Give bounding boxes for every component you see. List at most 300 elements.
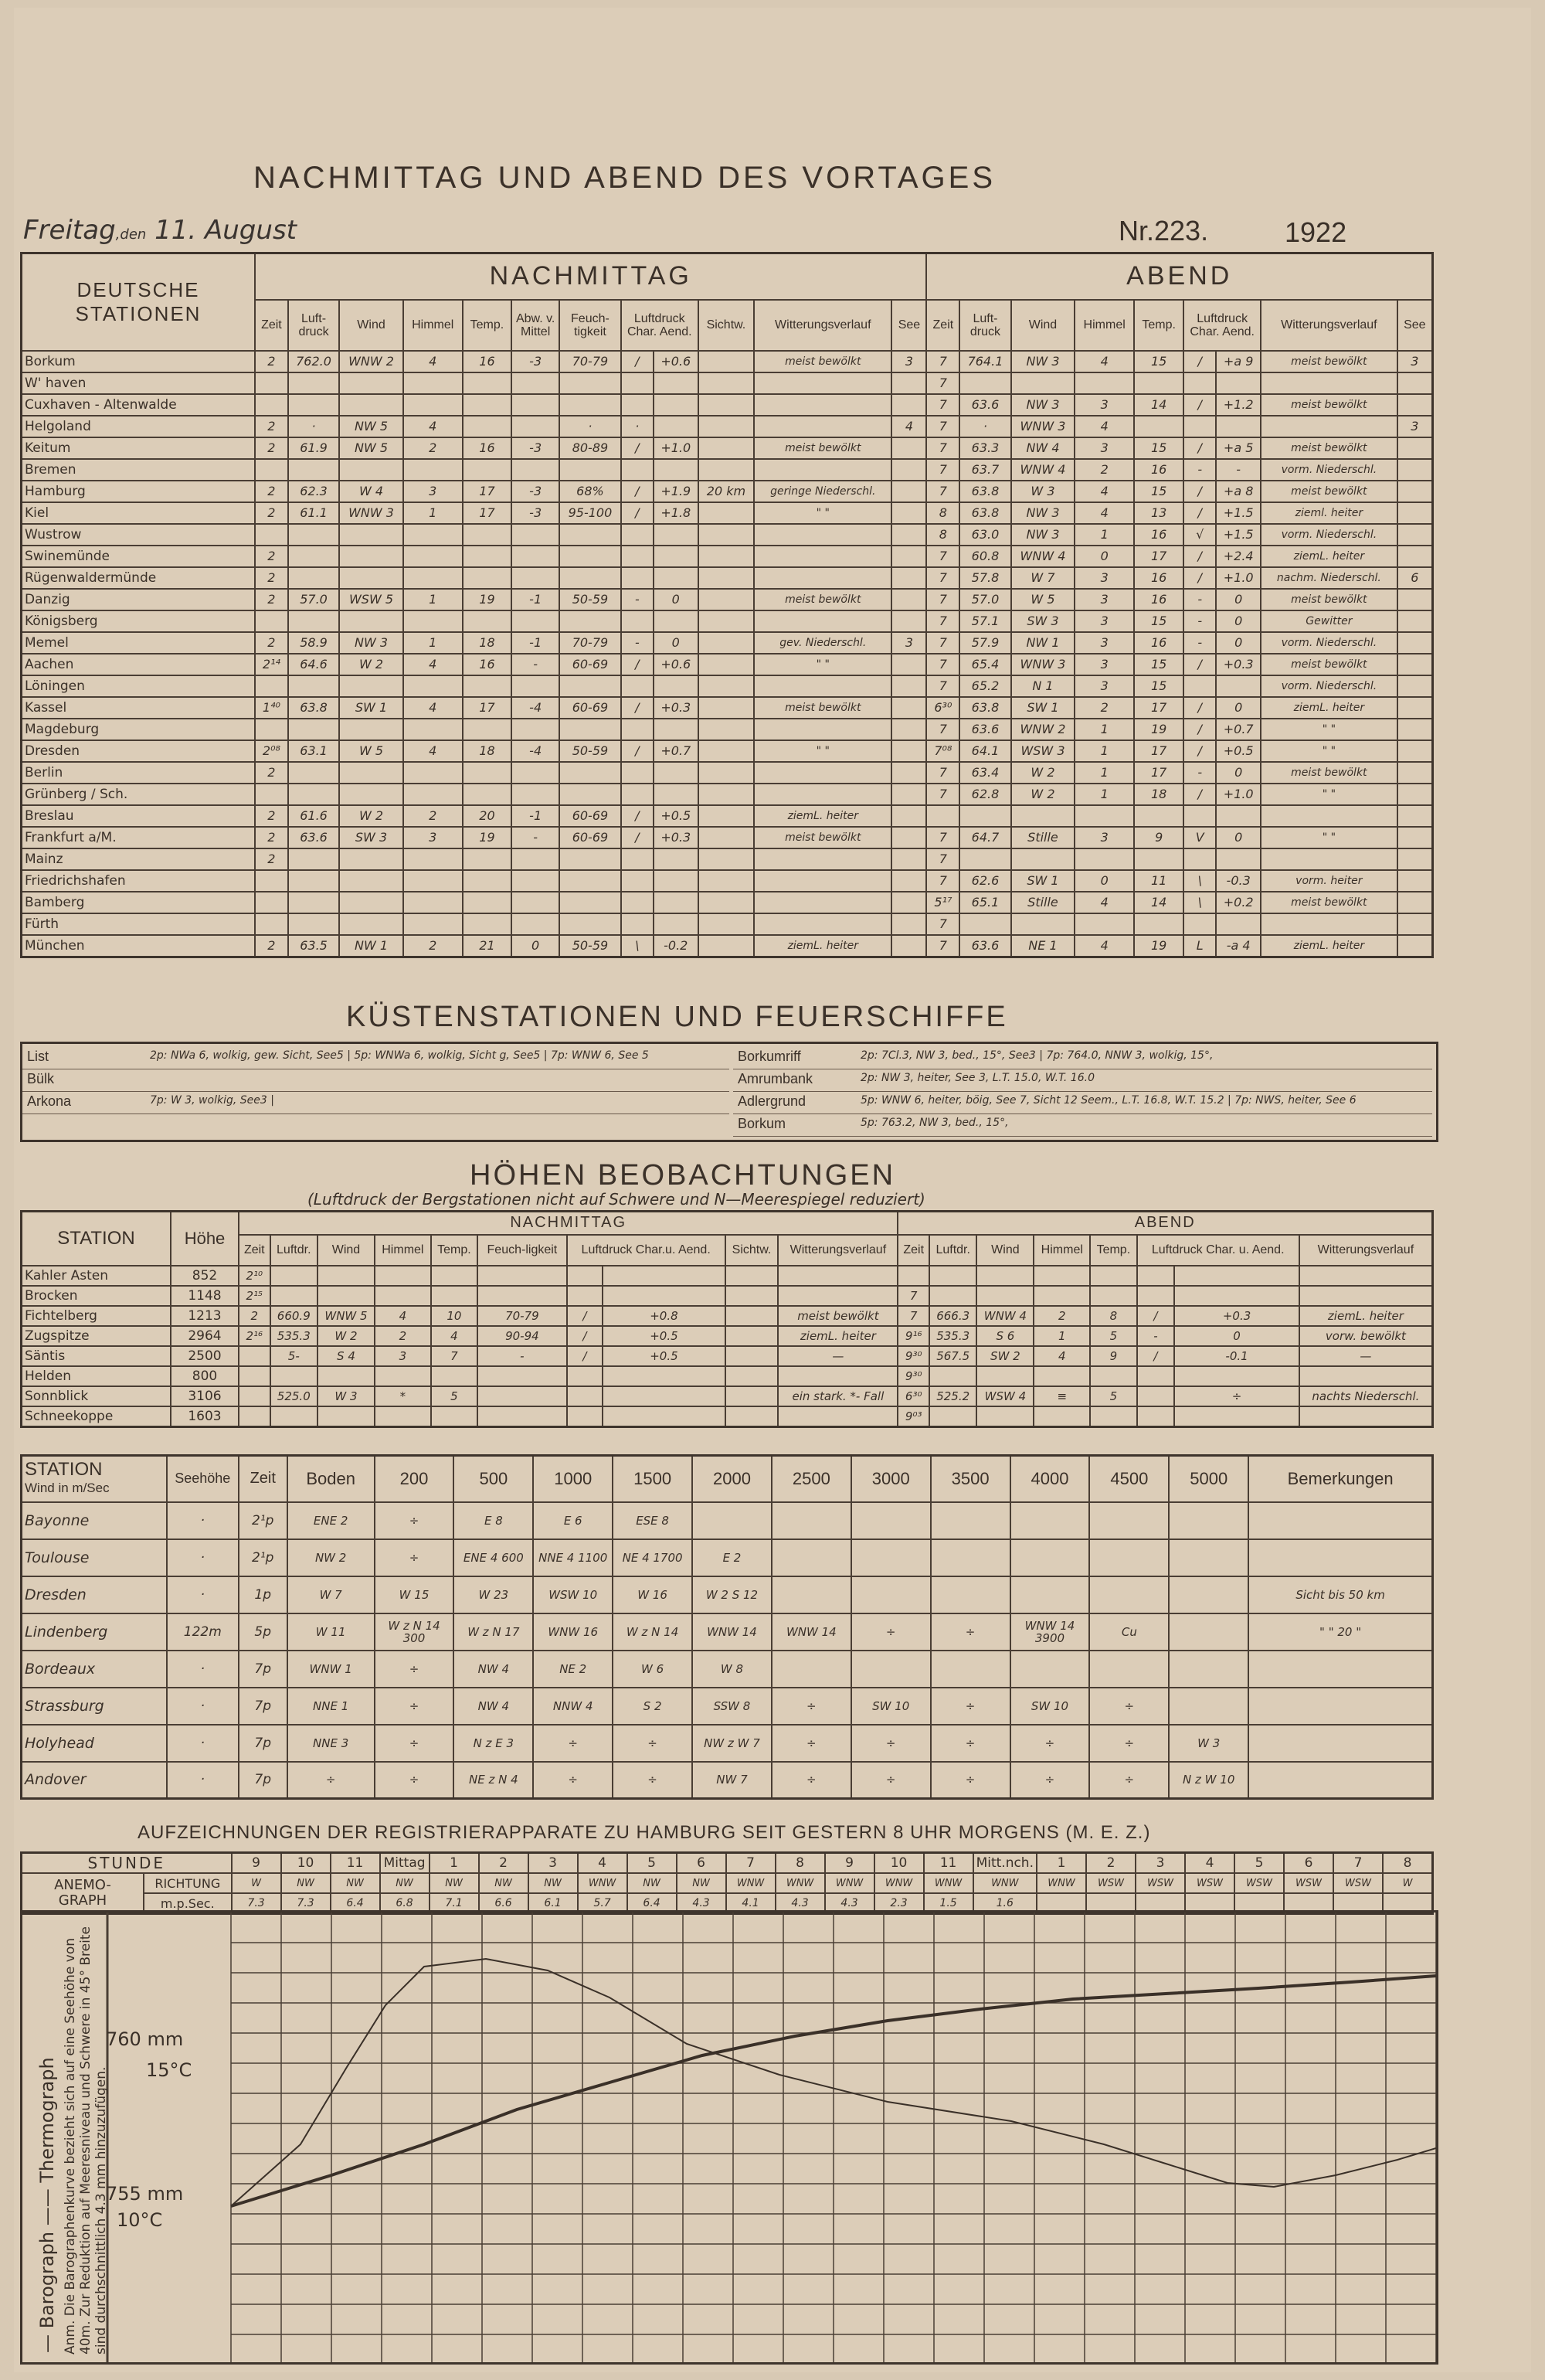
afternoon-value: 62.3 <box>288 481 339 502</box>
station-name: Königsberg <box>22 610 256 632</box>
speed-14: 1.5 <box>924 1893 973 1914</box>
evening-value <box>959 805 1010 827</box>
afternoon-value <box>891 502 926 524</box>
evening-value: / <box>1183 502 1216 524</box>
evening-value: 14 <box>1134 892 1183 913</box>
wind-value: ÷ <box>375 1725 454 1762</box>
afternoon-value <box>288 762 339 784</box>
altitude-evening-value: 9³⁰ <box>898 1366 929 1386</box>
afternoon-value <box>891 719 926 740</box>
hour-16: 1 <box>1037 1853 1086 1874</box>
direction-12: WNW <box>825 1873 874 1893</box>
direction-8: NW <box>627 1873 677 1893</box>
altitude-evening-value <box>976 1406 1034 1427</box>
date-line: Freitag,den 11. August <box>23 215 297 246</box>
altitude-evening-value: 4 <box>1034 1346 1090 1366</box>
afternoon-value <box>559 459 621 481</box>
evening-value: +0.3 <box>1216 654 1261 675</box>
afternoon-value: 60-69 <box>559 805 621 827</box>
afternoon-value <box>339 546 403 567</box>
altitude-afternoon-value <box>567 1386 603 1406</box>
coastal-station: Arkona <box>27 1093 72 1109</box>
evening-value: 2 <box>1075 697 1134 719</box>
evening-value: 63.6 <box>959 935 1010 957</box>
evening-value: 64.1 <box>959 740 1010 762</box>
wind-value: ENE 4 600 <box>453 1539 533 1576</box>
wind-time: 2¹p <box>239 1539 287 1576</box>
y-label-760: 760 mm <box>106 2028 184 2050</box>
altitude-afternoon-col-0: Zeit <box>239 1235 270 1266</box>
afternoon-value <box>654 892 698 913</box>
altitude-afternoon-value <box>317 1266 375 1286</box>
altitude-height-header: Höhe <box>171 1212 239 1266</box>
afternoon-value: 58.9 <box>288 632 339 654</box>
altitude-afternoon-value <box>431 1366 477 1386</box>
station-name: München <box>22 935 256 957</box>
direction-7: WNW <box>578 1873 627 1893</box>
afternoon-value: 2 <box>255 935 288 957</box>
afternoon-value <box>288 675 339 697</box>
evening-value: 13 <box>1134 502 1183 524</box>
altitude-evening-col-5: Luftdruck Char. u. Aend. <box>1137 1235 1299 1266</box>
afternoon-value <box>403 913 463 935</box>
afternoon-value <box>754 459 891 481</box>
afternoon-value <box>654 459 698 481</box>
afternoon-value <box>339 567 403 589</box>
afternoon-value <box>339 459 403 481</box>
wind-value <box>1169 1502 1248 1539</box>
evening-value <box>1397 675 1433 697</box>
direction-22: WSW <box>1333 1873 1383 1893</box>
afternoon-value <box>698 827 754 848</box>
afternoon-value: / <box>621 351 654 372</box>
altitude-afternoon-value: +0.5 <box>603 1326 725 1346</box>
afternoon-value <box>511 524 559 546</box>
afternoon-value <box>891 567 926 589</box>
altitude-afternoon-col-5: Feuch-ligkeit <box>477 1235 567 1266</box>
afternoon-value <box>698 459 754 481</box>
altitude-evening-value: ≡ <box>1034 1386 1090 1406</box>
wind-value: ÷ <box>1010 1725 1090 1762</box>
anemograph-line-1: ANEMO- <box>54 1877 111 1893</box>
station-name: Hamburg <box>22 481 256 502</box>
altitude-evening-value: WSW 4 <box>976 1386 1034 1406</box>
altitude-afternoon-value <box>375 1286 431 1306</box>
wind-value: SSW 8 <box>692 1688 772 1725</box>
wind-value: SW 10 <box>851 1688 931 1725</box>
station-row-19 <box>22 762 1433 784</box>
direction-4: NW <box>430 1873 479 1893</box>
afternoon-value <box>621 848 654 870</box>
wind-value: NNE 1 <box>287 1688 375 1725</box>
afternoon-value: 2 <box>255 567 288 589</box>
evening-value: Stille <box>1011 827 1075 848</box>
anemograph-label <box>22 1873 144 1914</box>
hour-14: 11 <box>924 1853 973 1874</box>
afternoon-value: 2 <box>255 805 288 827</box>
afternoon-value: 2 <box>255 502 288 524</box>
altitude-evening-col-1: Luftdr. <box>929 1235 976 1266</box>
altitude-afternoon-value: 2 <box>239 1306 270 1326</box>
direction-16: WNW <box>1037 1873 1086 1893</box>
speed-13: 2.3 <box>874 1893 924 1914</box>
afternoon-value <box>621 372 654 394</box>
evening-value <box>1397 372 1433 394</box>
evening-value: 3 <box>1075 589 1134 610</box>
wind-value: ÷ <box>931 1762 1010 1799</box>
altitude-evening-value <box>1299 1406 1433 1427</box>
wind-value: WNW 14 <box>772 1613 851 1651</box>
afternoon-value: +1.9 <box>654 481 698 502</box>
evening-value <box>1216 848 1261 870</box>
afternoon-value: meist bewölkt <box>754 827 891 848</box>
station-row-2 <box>22 394 1433 416</box>
station-name: Kiel <box>22 502 256 524</box>
evening-value <box>1183 372 1216 394</box>
afternoon-value <box>654 675 698 697</box>
afternoon-value: 2¹⁴ <box>255 654 288 675</box>
altitude-afternoon-value <box>567 1286 603 1306</box>
afternoon-value: 20 <box>463 805 512 827</box>
wind-col-3: 1000 <box>533 1456 613 1502</box>
evening-value <box>1397 524 1433 546</box>
wind-value: E 6 <box>533 1502 613 1539</box>
afternoon-value: 4 <box>403 740 463 762</box>
evening-value: NW 3 <box>1011 524 1075 546</box>
altitude-afternoon-header: NACHMITTAG <box>239 1212 898 1235</box>
altitude-evening-value <box>1299 1366 1433 1386</box>
wind-row-1 <box>22 1539 1433 1576</box>
afternoon-value: 1⁴⁰ <box>255 697 288 719</box>
station-name: Dresden <box>22 740 256 762</box>
afternoon-value <box>891 740 926 762</box>
afternoon-value: 60-69 <box>559 654 621 675</box>
altitude-afternoon-value: 525.0 <box>270 1386 317 1406</box>
evening-value: W 5 <box>1011 589 1075 610</box>
afternoon-value: - <box>621 632 654 654</box>
afternoon-value <box>255 394 288 416</box>
evening-value <box>959 848 1010 870</box>
altitude-afternoon-value: 2¹⁵ <box>239 1286 270 1306</box>
altitude-afternoon-value <box>239 1366 270 1386</box>
evening-value: " " <box>1261 827 1397 848</box>
evening-value: 19 <box>1134 719 1183 740</box>
evening-value: " " <box>1261 719 1397 740</box>
altitude-afternoon-value: ziemL. heiter <box>778 1326 898 1346</box>
altitude-afternoon-value <box>317 1366 375 1386</box>
evening-value <box>1397 762 1433 784</box>
altitude-height: 3106 <box>171 1386 239 1406</box>
afternoon-value <box>621 610 654 632</box>
evening-value: +a 9 <box>1216 351 1261 372</box>
evening-value <box>1075 805 1134 827</box>
altitude-evening-value <box>1137 1406 1175 1427</box>
wind-value: NW 4 <box>453 1651 533 1688</box>
afternoon-value <box>698 394 754 416</box>
wind-row-0 <box>22 1502 1433 1539</box>
wind-value: WNW 1 <box>287 1651 375 1688</box>
evening-value: +1.5 <box>1216 502 1261 524</box>
afternoon-value: 2 <box>403 935 463 957</box>
evening-value: 1 <box>1075 784 1134 805</box>
afternoon-value: 4 <box>403 697 463 719</box>
station-name: Swinemünde <box>22 546 256 567</box>
afternoon-value <box>621 524 654 546</box>
coastal-left-row <box>22 1047 729 1069</box>
afternoon-value <box>288 784 339 805</box>
afternoon-value <box>754 784 891 805</box>
hour-19: 4 <box>1185 1853 1234 1874</box>
altitude-row-5 <box>22 1366 1433 1386</box>
station-row-9 <box>22 546 1433 567</box>
direction-11: WNW <box>776 1873 825 1893</box>
afternoon-value: 18 <box>463 740 512 762</box>
afternoon-value: W 4 <box>339 481 403 502</box>
altitude-afternoon-value <box>725 1286 779 1306</box>
evening-value: zieml. heiter <box>1261 502 1397 524</box>
altitude-evening-value: ziemL. heiter <box>1299 1306 1433 1326</box>
altitude-afternoon-col-6: Luftdruck Char.u. Aend. <box>567 1235 725 1266</box>
evening-value <box>1216 416 1261 437</box>
evening-value: 7 <box>926 567 959 589</box>
afternoon-value <box>403 848 463 870</box>
evening-value: / <box>1183 740 1216 762</box>
afternoon-value: 63.1 <box>288 740 339 762</box>
afternoon-value <box>288 372 339 394</box>
evening-value: +0.7 <box>1216 719 1261 740</box>
wind-elevation: 122m <box>167 1613 239 1651</box>
afternoon-value: 2 <box>255 416 288 437</box>
hour-22: 7 <box>1333 1853 1383 1874</box>
evening-value: 57.8 <box>959 567 1010 589</box>
station-name: Helgoland <box>22 416 256 437</box>
wind-value: ÷ <box>931 1688 1010 1725</box>
station-row-16 <box>22 697 1433 719</box>
afternoon-value <box>559 913 621 935</box>
altitude-afternoon-value <box>603 1386 725 1406</box>
wind-time: 7p <box>239 1688 287 1725</box>
evening-value: 60.8 <box>959 546 1010 567</box>
evening-value: 63.8 <box>959 481 1010 502</box>
evening-value: 17 <box>1134 546 1183 567</box>
afternoon-value <box>891 784 926 805</box>
german-stations-table <box>20 252 1434 958</box>
afternoon-value: 0 <box>511 935 559 957</box>
speed-15: 1.6 <box>973 1893 1037 1914</box>
afternoon-value <box>654 524 698 546</box>
afternoon-value <box>288 567 339 589</box>
altitude-afternoon-value: 4 <box>431 1326 477 1346</box>
altitude-evening-value: 7 <box>898 1286 929 1306</box>
afternoon-value: 63.5 <box>288 935 339 957</box>
evening-value: ziemL. heiter <box>1261 935 1397 957</box>
coastal-left-row <box>22 1069 729 1092</box>
evening-value: W 2 <box>1011 762 1075 784</box>
evening-col-2: Wind <box>1011 300 1075 351</box>
altitude-evening-value <box>1137 1366 1175 1386</box>
wind-value: ÷ <box>1089 1762 1169 1799</box>
afternoon-value: / <box>621 827 654 848</box>
afternoon-value: NW 1 <box>339 935 403 957</box>
direction-0: W <box>232 1873 281 1893</box>
altitude-evening-value <box>976 1266 1034 1286</box>
evening-value: +1.5 <box>1216 524 1261 546</box>
altitude-evening-value: S 6 <box>976 1326 1034 1346</box>
evening-value: 7 <box>926 848 959 870</box>
evening-value: vorm. Niederschl. <box>1261 675 1397 697</box>
afternoon-value <box>891 935 926 957</box>
afternoon-value: 17 <box>463 481 512 502</box>
coastal-report: 5p: WNW 6, heiter, böig, See 7, Sicht 12 Seem., L.T. 16.8, W.T. 15.2 | 7p: NWS, heiter, See 6 <box>861 1094 1357 1107</box>
evening-value <box>1397 394 1433 416</box>
afternoon-value: +1.8 <box>654 502 698 524</box>
altitude-evening-value <box>929 1266 976 1286</box>
evening-value: 7 <box>926 416 959 437</box>
evening-value: meist bewölkt <box>1261 394 1397 416</box>
afternoon-value <box>403 459 463 481</box>
evening-value <box>1075 848 1134 870</box>
afternoon-value: SW 3 <box>339 827 403 848</box>
afternoon-value <box>754 567 891 589</box>
altitude-afternoon-value <box>725 1366 779 1386</box>
afternoon-value <box>654 394 698 416</box>
wind-col-11: 5000 <box>1169 1456 1248 1502</box>
wind-value: W 7 <box>287 1576 375 1613</box>
altitude-afternoon-value <box>270 1406 317 1427</box>
date-value: 11. August <box>154 215 297 246</box>
wind-elevation: · <box>167 1576 239 1613</box>
altitude-evening-value: 1 <box>1034 1326 1090 1346</box>
station-row-11 <box>22 589 1433 610</box>
evening-value: +2.4 <box>1216 546 1261 567</box>
evening-value: / <box>1183 351 1216 372</box>
afternoon-header: NACHMITTAG <box>255 253 926 300</box>
afternoon-value <box>754 892 891 913</box>
altitude-evening-header: ABEND <box>898 1212 1432 1235</box>
evening-value <box>1397 610 1433 632</box>
altitude-station: Brocken <box>22 1286 171 1306</box>
afternoon-value: 2⁰⁸ <box>255 740 288 762</box>
afternoon-value <box>511 762 559 784</box>
wind-col-0: Boden <box>287 1456 375 1502</box>
wind-elevation: · <box>167 1688 239 1725</box>
evening-value: 7 <box>926 719 959 740</box>
afternoon-value <box>698 524 754 546</box>
altitude-evening-value <box>898 1266 929 1286</box>
evening-value: 3 <box>1075 437 1134 459</box>
evening-value: 16 <box>1134 589 1183 610</box>
wind-value: ÷ <box>1089 1688 1169 1725</box>
altitude-afternoon-value <box>477 1366 567 1386</box>
afternoon-value: / <box>621 654 654 675</box>
hour-15: Mitt.nch. <box>973 1853 1037 1874</box>
evening-value <box>1134 913 1183 935</box>
station-name: Danzig <box>22 589 256 610</box>
afternoon-value <box>891 589 926 610</box>
altitude-evening-value <box>1174 1366 1299 1386</box>
afternoon-value: -3 <box>511 502 559 524</box>
hour-2: 11 <box>331 1853 380 1874</box>
altitude-afternoon-value <box>603 1406 725 1427</box>
wind-value: W 16 <box>613 1576 692 1613</box>
altitude-afternoon-value: W 3 <box>317 1386 375 1406</box>
evening-value: vorm. Niederschl. <box>1261 632 1397 654</box>
station-row-26 <box>22 913 1433 935</box>
altitude-afternoon-value <box>567 1266 603 1286</box>
evening-value: \ <box>1183 870 1216 892</box>
evening-value: 8 <box>926 524 959 546</box>
evening-value <box>1397 697 1433 719</box>
wind-unit-label: Wind in m/Sec <box>25 1480 110 1495</box>
evening-value: +a 5 <box>1216 437 1261 459</box>
afternoon-value <box>463 913 512 935</box>
wind-value: ESE 8 <box>613 1502 692 1539</box>
afternoon-col-10: See <box>891 300 926 351</box>
afternoon-value <box>698 632 754 654</box>
evening-value: 5¹⁷ <box>926 892 959 913</box>
evening-value: 3 <box>1075 827 1134 848</box>
evening-value: 62.8 <box>959 784 1010 805</box>
altitude-afternoon-value <box>603 1366 725 1386</box>
coastal-report: 5p: 763.2, NW 3, bed., 15°, <box>861 1117 1009 1129</box>
thermo-barograph-chart <box>22 1912 1436 2362</box>
afternoon-value <box>403 394 463 416</box>
afternoon-value: +0.3 <box>654 827 698 848</box>
direction-10: WNW <box>726 1873 776 1893</box>
wind-value <box>1089 1539 1169 1576</box>
afternoon-value <box>511 567 559 589</box>
evening-value: 63.8 <box>959 697 1010 719</box>
wind-value <box>931 1502 1010 1539</box>
altitude-station: Zugspitze <box>22 1326 171 1346</box>
evening-value <box>1134 848 1183 870</box>
wind-value: ÷ <box>931 1725 1010 1762</box>
hour-20: 5 <box>1234 1853 1284 1874</box>
coastal-station: Borkum <box>738 1116 786 1131</box>
afternoon-value: 16 <box>463 654 512 675</box>
evening-value: V <box>1183 827 1216 848</box>
evening-value: W 7 <box>1011 567 1075 589</box>
altitude-evening-value <box>1034 1286 1090 1306</box>
evening-value: 17 <box>1134 697 1183 719</box>
speed-label: m.p.Sec. <box>144 1893 232 1914</box>
afternoon-value: 61.6 <box>288 805 339 827</box>
afternoon-value <box>621 567 654 589</box>
evening-value: L <box>1183 935 1216 957</box>
evening-value: 7 <box>926 762 959 784</box>
anemograph-line-2: GRAPH <box>58 1892 107 1909</box>
direction-18: WSW <box>1136 1873 1185 1893</box>
station-name: Memel <box>22 632 256 654</box>
afternoon-value <box>891 827 926 848</box>
wind-value <box>1169 1651 1248 1688</box>
altitude-afternoon-value <box>477 1286 567 1306</box>
altitude-subtitle: (Luftdruck der Bergstationen nicht auf Schwere und N—Meerespiegel reduziert) <box>307 1190 925 1209</box>
wind-value: N z W 10 <box>1169 1762 1248 1799</box>
direction-15: WNW <box>973 1873 1037 1893</box>
afternoon-value <box>754 719 891 740</box>
evening-value: · <box>959 416 1010 437</box>
wind-station: Lindenberg <box>22 1613 167 1651</box>
evening-value: 0 <box>1216 589 1261 610</box>
afternoon-value <box>403 784 463 805</box>
evening-value: - <box>1183 610 1216 632</box>
afternoon-value <box>698 351 754 372</box>
evening-value: - <box>1183 762 1216 784</box>
wind-value <box>772 1539 851 1576</box>
afternoon-value <box>255 610 288 632</box>
afternoon-value: 1 <box>403 502 463 524</box>
